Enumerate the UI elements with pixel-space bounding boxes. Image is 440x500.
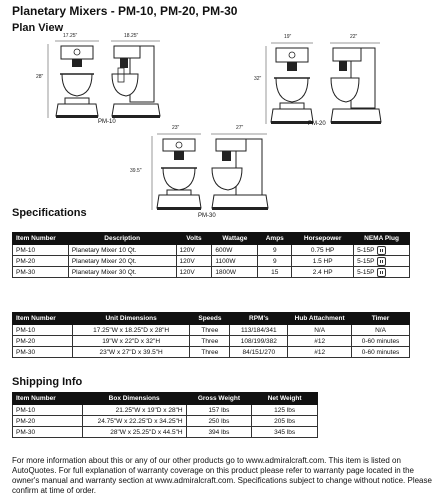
cell: PM-30 bbox=[13, 427, 83, 438]
cell: N/A bbox=[352, 325, 410, 336]
nema-cell bbox=[354, 245, 410, 256]
pm10-label: PM-10 bbox=[98, 119, 116, 125]
pm20-width-dim: 19" bbox=[284, 34, 292, 40]
cell: PM-20 bbox=[13, 416, 83, 427]
table-row bbox=[13, 267, 410, 278]
cell: 205 lbs bbox=[252, 416, 318, 427]
cell: PM-20 bbox=[13, 256, 69, 267]
cell: 345 lbs bbox=[252, 427, 318, 438]
table-header-row bbox=[13, 233, 410, 245]
cell: 250 lbs bbox=[186, 416, 252, 427]
cell: 28"W x 25.25"D x 44.5"H bbox=[82, 427, 186, 438]
cell: #12 bbox=[288, 336, 352, 347]
nema-plug-icon bbox=[377, 257, 386, 266]
cell: 5-15P bbox=[357, 246, 375, 254]
table-row bbox=[13, 405, 318, 416]
cell: #12 bbox=[288, 347, 352, 358]
pm10-side-view-drawing bbox=[108, 38, 163, 120]
pm30-depth-dim: 27" bbox=[236, 125, 244, 131]
shipping-heading: Shipping Info bbox=[12, 376, 83, 388]
table-row bbox=[13, 245, 410, 256]
cell: 17.25"W x 18.25"D x 28"H bbox=[72, 325, 190, 336]
cell: 23"W x 27"D x 39.5"H bbox=[72, 347, 190, 358]
cell: PM-10 bbox=[13, 325, 73, 336]
col-net-weight: Net Weight bbox=[252, 393, 318, 405]
col-rpms: RPM's bbox=[230, 313, 288, 325]
plan-view-heading: Plan View bbox=[12, 22, 64, 34]
cell: Three bbox=[190, 336, 230, 347]
specifications-heading: Specifications bbox=[12, 207, 87, 219]
cell: 9 bbox=[258, 256, 292, 267]
col-nema-plug: NEMA Plug bbox=[354, 233, 410, 245]
cell: Planetary Mixer 30 Qt. bbox=[68, 267, 176, 278]
cell: 15 bbox=[258, 267, 292, 278]
col-item-number: Item Number bbox=[13, 393, 83, 405]
cell: 9 bbox=[258, 245, 292, 256]
cell: 1800W bbox=[212, 267, 258, 278]
cell: N/A bbox=[288, 325, 352, 336]
table-row bbox=[13, 325, 410, 336]
pm10-height-line bbox=[46, 44, 50, 118]
cell: Planetary Mixer 10 Qt. bbox=[68, 245, 176, 256]
dimensions-table bbox=[12, 312, 410, 358]
table-header-row bbox=[13, 313, 410, 325]
cell: Three bbox=[190, 347, 230, 358]
pm20-depth-dim: 22" bbox=[350, 34, 358, 40]
cell: PM-20 bbox=[13, 336, 73, 347]
cell: 108/199/382 bbox=[230, 336, 288, 347]
cell: 120V bbox=[176, 245, 212, 256]
nema-plug-icon bbox=[377, 268, 386, 277]
specifications-table bbox=[12, 232, 410, 278]
cell: 600W bbox=[212, 245, 258, 256]
cell: 1100W bbox=[212, 256, 258, 267]
cell: 84/151/270 bbox=[230, 347, 288, 358]
pm20-label: PM-20 bbox=[308, 121, 326, 127]
pm30-side-view-drawing bbox=[208, 132, 270, 212]
cell: Three bbox=[190, 325, 230, 336]
pm10-depth-dim: 18.25" bbox=[124, 33, 139, 39]
cell: PM-10 bbox=[13, 245, 69, 256]
nema-plug-icon bbox=[377, 246, 386, 255]
cell: 0.75 HP bbox=[292, 245, 354, 256]
cell: 24.75"W x 22.25"D x 34.25"H bbox=[82, 416, 186, 427]
footer-note: For more information about this or any of our other products go to www.admiralcraft.com. This item is listed on AutoQuotes. For full explanation of warranty coverage on this product please refer to warranty page located in the owner's manual and warranty section at www.admiralcraft.com. Specifications subject to change without notice. Please confirm at time of order. bbox=[12, 456, 432, 495]
pm20-side-view-drawing bbox=[327, 40, 383, 126]
col-item-number: Item Number bbox=[13, 313, 73, 325]
pm10-width-dim: 17.25" bbox=[63, 33, 78, 39]
col-timer: Timer bbox=[352, 313, 410, 325]
cell: 157 lbs bbox=[186, 405, 252, 416]
cell: PM-30 bbox=[13, 267, 69, 278]
col-gross-weight: Gross Weight bbox=[186, 393, 252, 405]
pm30-height-dim: 39.5" bbox=[130, 168, 142, 174]
cell: 5-15P bbox=[357, 257, 375, 265]
cell: 125 lbs bbox=[252, 405, 318, 416]
pm20-height-dim: 32" bbox=[254, 76, 262, 82]
col-box-dimensions: Box Dimensions bbox=[82, 393, 186, 405]
page-title: Planetary Mixers - PM-10, PM-20, PM-30 bbox=[12, 4, 238, 18]
col-volts: Volts bbox=[176, 233, 212, 245]
pm20-front-view-drawing bbox=[268, 40, 316, 126]
col-horsepower: Horsepower bbox=[292, 233, 354, 245]
cell: PM-30 bbox=[13, 347, 73, 358]
cell: 2.4 HP bbox=[292, 267, 354, 278]
col-amps: Amps bbox=[258, 233, 292, 245]
pm30-label: PM-30 bbox=[198, 213, 216, 219]
cell: 120V bbox=[176, 267, 212, 278]
cell: 1.5 HP bbox=[292, 256, 354, 267]
cell: 21.25"W x 19"D x 28"H bbox=[82, 405, 186, 416]
table-row bbox=[13, 347, 410, 358]
cell: 0-60 minutes bbox=[352, 336, 410, 347]
cell: 113/184/341 bbox=[230, 325, 288, 336]
col-speeds: Speeds bbox=[190, 313, 230, 325]
pm30-height-line bbox=[150, 136, 154, 210]
cell: Planetary Mixer 20 Qt. bbox=[68, 256, 176, 267]
cell: 394 lbs bbox=[186, 427, 252, 438]
cell: 0-60 minutes bbox=[352, 347, 410, 358]
col-unit-dimensions: Unit Dimensions bbox=[72, 313, 190, 325]
cell: 5-15P bbox=[357, 268, 375, 276]
cell: 19"W x 22"D x 32"H bbox=[72, 336, 190, 347]
col-hub-attachment: Hub Attachment bbox=[288, 313, 352, 325]
table-row bbox=[13, 336, 410, 347]
cell: 120V bbox=[176, 256, 212, 267]
cell: PM-10 bbox=[13, 405, 83, 416]
pm20-height-line bbox=[264, 46, 268, 124]
table-row bbox=[13, 416, 318, 427]
nema-cell bbox=[354, 256, 410, 267]
table-row bbox=[13, 256, 410, 267]
pm10-front-view-drawing bbox=[52, 38, 102, 120]
table-row bbox=[13, 427, 318, 438]
col-wattage: Wattage bbox=[212, 233, 258, 245]
pm10-height-dim: 28" bbox=[36, 74, 44, 80]
shipping-table bbox=[12, 392, 318, 438]
nema-cell bbox=[354, 267, 410, 278]
pm30-front-view-drawing bbox=[154, 132, 204, 212]
table-header-row bbox=[13, 393, 318, 405]
col-description: Description bbox=[68, 233, 176, 245]
col-item-number: Item Number bbox=[13, 233, 69, 245]
pm30-width-dim: 23" bbox=[172, 125, 180, 131]
